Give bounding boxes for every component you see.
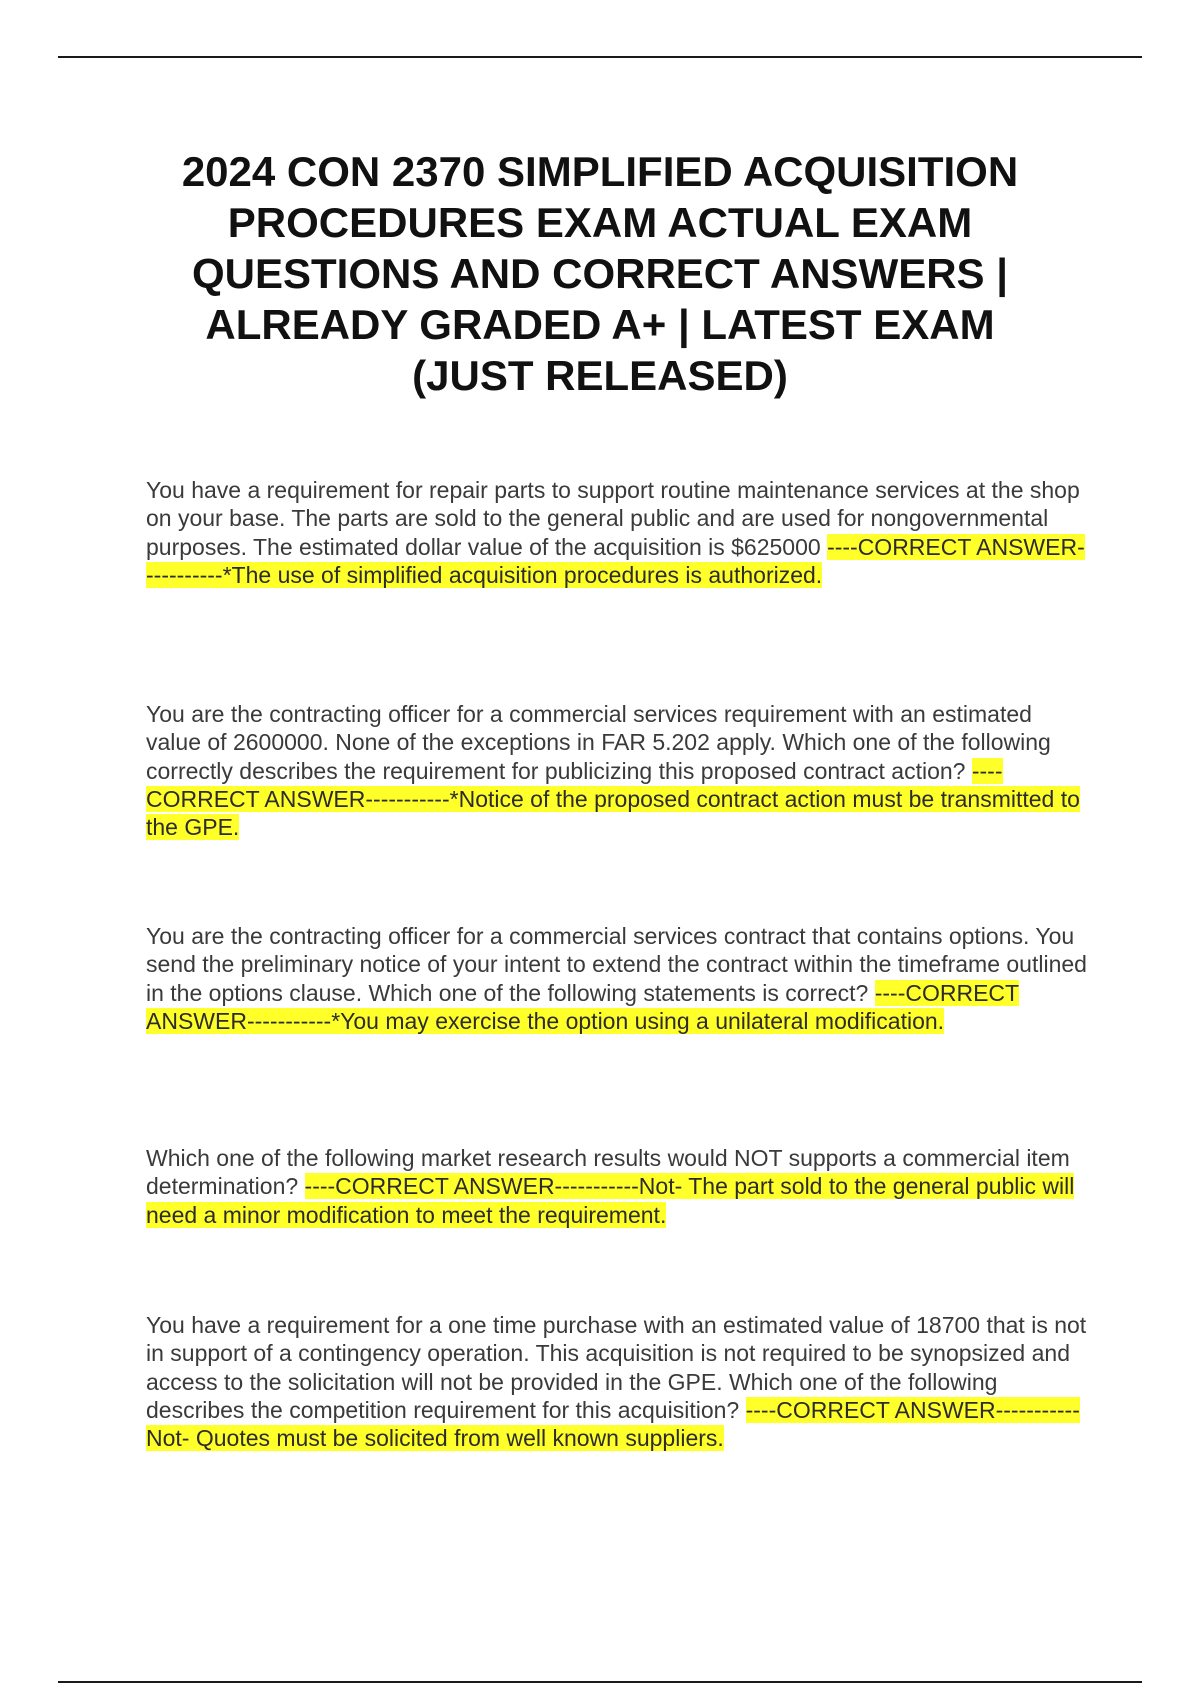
document-title: 2024 CON 2370 SIMPLIFIED ACQUISITION PROCEDURES EXAM ACTUAL EXAM QUESTIONS AND CORRECT ANSWERS | ALREADY GRADED A+ | LATEST EXAM (JUST RELEASED) — [181, 148, 1019, 399]
answer-highlight: ----CORRECT ANSWER-----------Not- The part sold to the general public will need a minor modification to meet the requirement. — [146, 1173, 1075, 1228]
question-text: You are the contracting officer for a commercial services requirement with an estimated value of 2600000. None of the exceptions in FAR 5.202 apply. Which one of the following correctly describes the requirement for publicizing this proposed contract action? — [146, 701, 1051, 784]
answer-highlight: ----CORRECT ANSWER-----------*The use of simplified acquisition procedures is authorized. — [146, 533, 1085, 588]
question-text: Which one of the following market research results would NOT supports a commercial item determination? — [146, 1145, 1070, 1200]
question-text: You have a requirement for repair parts to support routine maintenance services at the shop on your base. The parts are sold to the general public and are used for nongovernmental purposes. The estimated dollar value of the acquisition is $625000 — [146, 477, 1080, 560]
bottom-rule — [58, 1681, 1142, 1683]
qa-item-5 — [146, 1311, 1092, 1452]
question-text: You are the contracting officer for a commercial services contract that contains options. You send the preliminary notice of your intent to extend the contract within the timeframe outlined in the options clause. Which one of the following statements is correct? — [146, 923, 1087, 1006]
answer-highlight: ----CORRECT ANSWER-----------Not- Quotes must be solicited from well known suppliers. — [146, 1396, 1080, 1452]
answer-highlight: ----CORRECT ANSWER-----------*Notice of the proposed contract action must be transmitted to the GPE. — [146, 757, 1080, 841]
qa-item-2 — [146, 700, 1092, 841]
qa-item-4 — [146, 1144, 1092, 1229]
qa-item-1 — [146, 476, 1092, 589]
answer-highlight: ----CORRECT ANSWER-----------*You may exercise the option using a unilateral modification. — [146, 979, 1020, 1034]
qa-item-3 — [146, 922, 1092, 1035]
top-rule — [58, 56, 1142, 58]
question-text: You have a requirement for a one time purchase with an estimated value of 18700 that is not in support of a contingency operation. This acquisition is not required to be synopsized and access to the solicitation will not be provided in the GPE. Which one of the following describes the competition requirement for this acquisition? — [146, 1312, 1087, 1423]
